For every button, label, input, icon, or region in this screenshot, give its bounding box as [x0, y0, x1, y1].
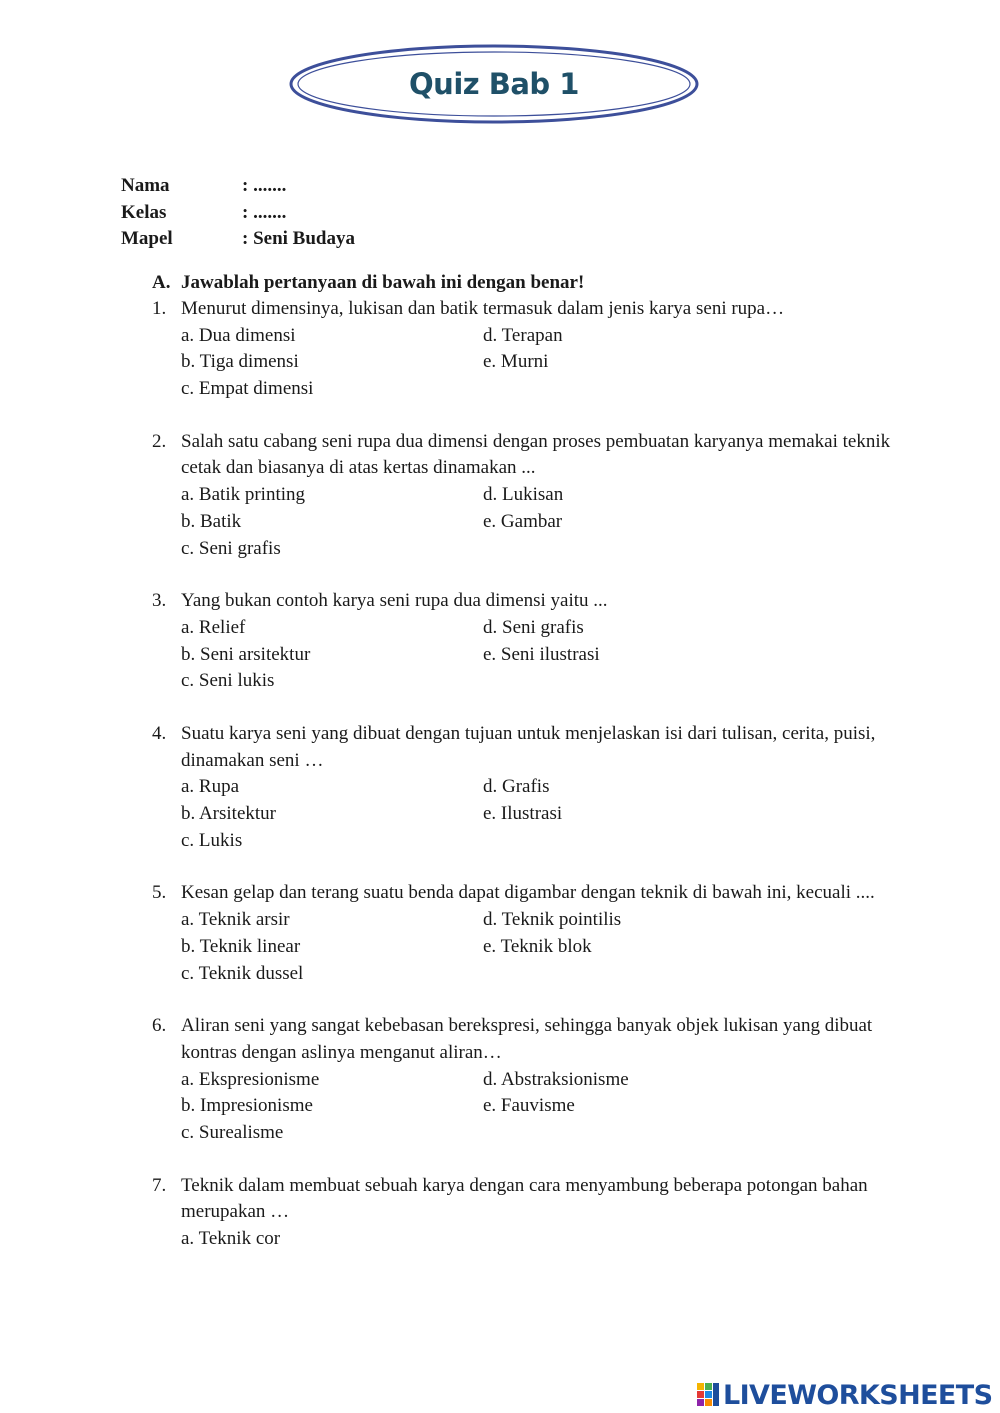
- option-grid: [181, 1067, 892, 1147]
- option[interactable]: b. Impresionisme: [181, 1095, 313, 1117]
- question-5: [152, 880, 892, 987]
- info-row-mapel: [121, 226, 355, 253]
- question-6: [152, 1013, 892, 1146]
- option[interactable]: e. Seni ilustrasi: [483, 643, 600, 665]
- section-instruction: Jawablah pertanyaan di bawah ini dengan benar!: [181, 272, 585, 293]
- option-grid: [181, 1226, 892, 1253]
- option-grid: [181, 774, 892, 854]
- option[interactable]: a. Teknik cor: [181, 1228, 281, 1250]
- option[interactable]: a. Dua dimensi: [181, 324, 296, 346]
- question-number: 4.: [152, 723, 167, 744]
- page-title: Quiz Bab 1: [409, 67, 579, 101]
- section-heading: [152, 270, 584, 296]
- option[interactable]: d. Teknik pointilis: [483, 909, 622, 931]
- question-text: Yang bukan contoh karya seni rupa dua dimensi yaitu ...: [181, 590, 608, 612]
- option[interactable]: a. Ekspresionisme: [181, 1068, 320, 1090]
- info-label: Nama: [121, 175, 170, 196]
- question-4: [152, 721, 892, 854]
- option[interactable]: e. Gambar: [483, 510, 563, 532]
- question-text: Menurut dimensinya, lukisan dan batik termasuk dalam jenis karya seni rupa…: [181, 298, 785, 319]
- info-row-nama: [121, 173, 355, 200]
- section-letter: A.: [152, 272, 171, 293]
- option[interactable]: c. Empat dimensi: [181, 378, 314, 400]
- option[interactable]: c. Lukis: [181, 829, 243, 851]
- option[interactable]: a. Rupa: [181, 776, 240, 798]
- option[interactable]: b. Seni arsitektur: [181, 643, 311, 665]
- question-number: 3.: [152, 590, 167, 612]
- option-grid: [181, 907, 892, 987]
- option[interactable]: d. Lukisan: [483, 484, 564, 506]
- option-grid: [181, 482, 892, 562]
- question-text: Kesan gelap dan terang suatu benda dapat digambar dengan teknik di bawah ini, kecuali ....: [181, 882, 875, 904]
- option[interactable]: e. Murni: [483, 351, 549, 373]
- student-info: [121, 173, 355, 253]
- info-value: : .......: [242, 201, 287, 223]
- option[interactable]: d. Seni grafis: [483, 616, 584, 638]
- option[interactable]: b. Arsitektur: [181, 803, 276, 825]
- question-text: Aliran seni yang sangat kebebasan berekspresi, sehingga banyak objek lukisan yang dibuat kontras dengan aslinya menganut aliran…: [181, 1015, 873, 1063]
- option[interactable]: d. Grafis: [483, 776, 550, 798]
- question-2: [152, 429, 892, 562]
- option-grid: [181, 323, 892, 403]
- question-number: 7.: [152, 1174, 167, 1196]
- option[interactable]: e. Ilustrasi: [483, 803, 563, 825]
- liveworksheets-mark-icon: [697, 1381, 721, 1409]
- brand-name: LIVEWORKSHEETS: [723, 1379, 993, 1411]
- option[interactable]: c. Seni lukis: [181, 670, 275, 692]
- option[interactable]: b. Tiga dimensi: [181, 351, 299, 373]
- option[interactable]: b. Batik: [181, 510, 242, 532]
- option-grid: [181, 615, 892, 695]
- title-banner: [288, 43, 700, 125]
- option[interactable]: a. Teknik arsir: [181, 909, 290, 931]
- option[interactable]: e. Fauvisme: [483, 1095, 575, 1117]
- question-text: Teknik dalam membuat sebuah karya dengan cara menyambung beberapa potongan bahan merupakan …: [181, 1174, 868, 1223]
- liveworksheets-logo[interactable]: [697, 1378, 992, 1412]
- option[interactable]: a. Relief: [181, 616, 246, 638]
- option[interactable]: c. Seni grafis: [181, 537, 281, 559]
- question-text: Salah satu cabang seni rupa dua dimensi dengan proses pembuatan karyanya memakai teknik cetak dan biasanya di atas kertas dinamakan ...: [181, 430, 891, 479]
- info-value: : .......: [242, 175, 287, 196]
- question-number: 6.: [152, 1015, 167, 1037]
- question-number: 2.: [152, 430, 167, 452]
- option[interactable]: b. Teknik linear: [181, 935, 301, 957]
- question-number: 5.: [152, 882, 167, 904]
- info-label: Mapel: [121, 228, 173, 249]
- option[interactable]: e. Teknik blok: [483, 935, 592, 957]
- question-list: [152, 296, 892, 1279]
- option[interactable]: c. Teknik dussel: [181, 962, 304, 984]
- question-number: 1.: [152, 298, 167, 319]
- option[interactable]: d. Abstraksionisme: [483, 1068, 629, 1090]
- option[interactable]: d. Terapan: [483, 324, 563, 346]
- question-3: [152, 588, 892, 695]
- question-7: [152, 1173, 892, 1253]
- info-value: : Seni Budaya: [242, 228, 355, 249]
- info-row-kelas: [121, 200, 355, 227]
- question-1: [152, 296, 892, 403]
- option[interactable]: a. Batik printing: [181, 484, 306, 506]
- option[interactable]: c. Surealisme: [181, 1122, 284, 1144]
- question-text: Suatu karya seni yang dibuat dengan tujuan untuk menjelaskan isi dari tulisan, cerita, puisi, dinamakan seni …: [181, 723, 876, 771]
- info-label: Kelas: [121, 201, 167, 223]
